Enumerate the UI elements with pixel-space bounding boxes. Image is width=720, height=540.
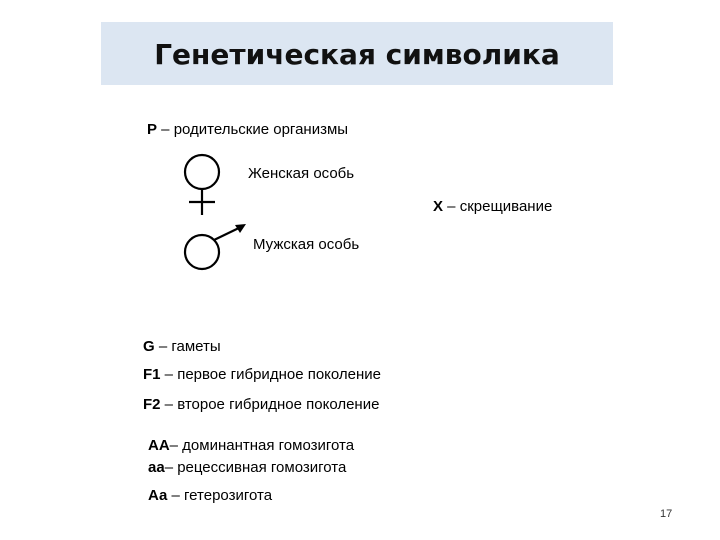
page-number: 17: [660, 508, 673, 520]
f1-symbol: F1: [143, 366, 161, 383]
f1-text: – первое гибридное поколение: [160, 366, 382, 383]
hetero-line: [148, 487, 272, 505]
male-label: Мужская особь: [253, 236, 360, 253]
parents-symbol: P: [147, 121, 158, 138]
parents-line: [147, 121, 348, 139]
slide-title: Генетическая символика: [154, 38, 560, 71]
gametes-text: – гаметы: [154, 338, 221, 355]
f2-text: – второе гибридное поколение: [160, 396, 380, 413]
cross-symbol: X: [433, 198, 444, 215]
recessive-symbol: аа: [148, 459, 165, 476]
dominant-symbol: АА: [148, 437, 170, 454]
dominant-text: – доминантная гомозигота: [169, 437, 355, 454]
hetero-symbol: Аа: [148, 487, 168, 504]
hetero-text: – гетерозигота: [167, 487, 273, 504]
cross-line: [433, 198, 552, 216]
female-label: Женская особь: [248, 165, 355, 182]
gametes-symbol: G: [143, 338, 155, 355]
recessive-line: [148, 459, 346, 477]
female-symbol-icon: [180, 152, 226, 218]
recessive-text: – рецессивная гомозигота: [164, 459, 347, 476]
f2-symbol: F2: [143, 396, 161, 413]
f2-line: [143, 396, 379, 414]
gametes-line: [143, 338, 221, 356]
parents-text: – родительские организмы: [157, 121, 349, 138]
male-symbol-icon: [180, 222, 250, 274]
dominant-line: [148, 437, 354, 455]
cross-text: – скрещивание: [443, 198, 553, 215]
f1-line: [143, 366, 381, 384]
title-banner: [101, 22, 613, 85]
